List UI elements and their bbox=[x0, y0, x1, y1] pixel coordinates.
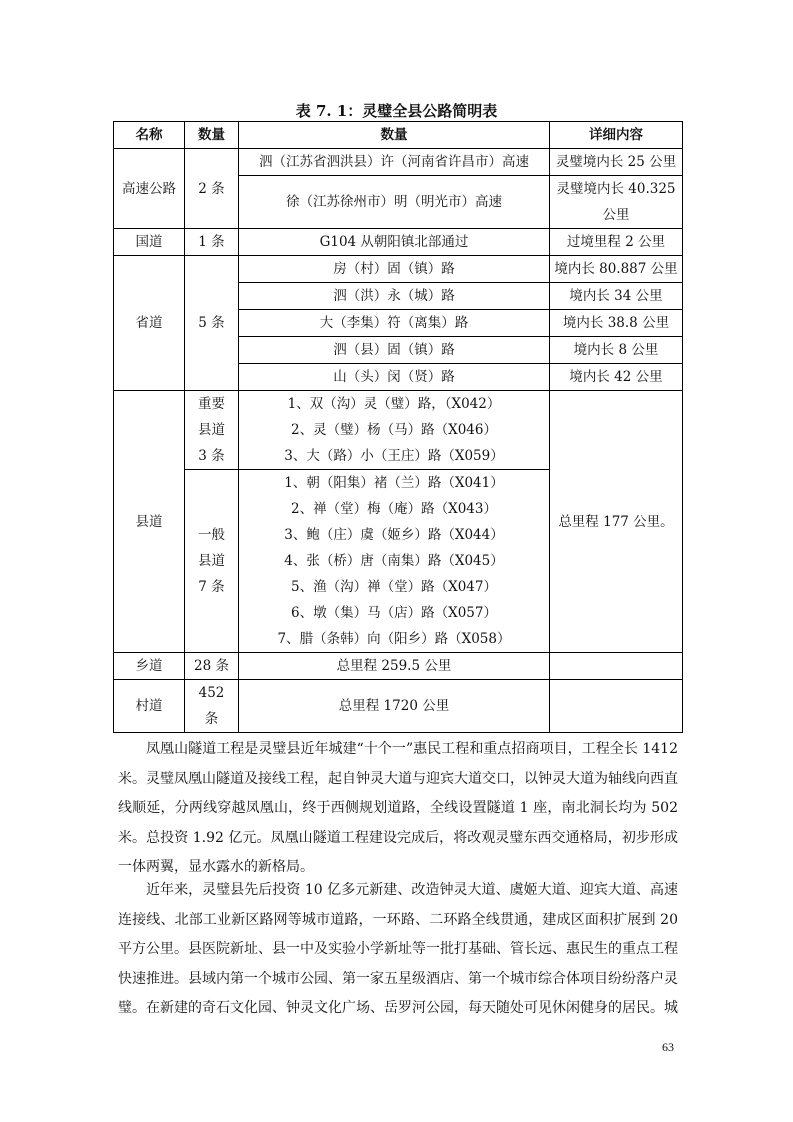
highway-count: 2 条 bbox=[185, 149, 239, 229]
route-line: 2、灵（璧）杨（马）路（X046） bbox=[291, 422, 497, 438]
village-name: 村道 bbox=[114, 680, 185, 733]
label-line: 一般 bbox=[198, 527, 225, 543]
table-caption: 表 7. 1：灵璧全县公路简明表 bbox=[295, 102, 498, 120]
table-row bbox=[114, 256, 683, 283]
provincial-detail: 境内长 8 公里 bbox=[550, 337, 683, 364]
header-detail: 详细内容 bbox=[550, 122, 683, 149]
label-line: 7 条 bbox=[198, 579, 225, 595]
route-line: 2、禅（堂）梅（庵）路（X043） bbox=[291, 501, 497, 517]
table-row bbox=[114, 680, 683, 733]
route-line: 1、双（沟）灵（璧）路，（X042） bbox=[287, 396, 501, 412]
national-route: G104 从朝阳镇北部通过 bbox=[239, 229, 550, 256]
table-row bbox=[114, 229, 683, 256]
provincial-route: 泗（县）固（镇）路 bbox=[239, 337, 550, 364]
table-row bbox=[114, 149, 683, 176]
provincial-name: 省道 bbox=[114, 256, 185, 391]
provincial-detail: 境内长 80.887 公里 bbox=[550, 256, 683, 283]
county-general-label bbox=[185, 470, 239, 653]
provincial-route: 房（村）固（镇）路 bbox=[239, 256, 550, 283]
label-line: 县道 bbox=[198, 553, 225, 569]
county-name: 县道 bbox=[114, 391, 185, 653]
township-route: 总里程 259.5 公里 bbox=[239, 653, 550, 680]
route-line: 1、朝（阳集）褚（兰）路（X041） bbox=[284, 475, 504, 491]
table-row bbox=[114, 391, 683, 470]
count-line: 452 bbox=[198, 685, 225, 701]
provincial-detail: 境内长 34 公里 bbox=[550, 283, 683, 310]
provincial-route: 泗（洪）永（城）路 bbox=[239, 283, 550, 310]
route-line: 4、张（桥）唐（南集）路（X045） bbox=[284, 553, 504, 569]
village-route: 总里程 1720 公里 bbox=[239, 680, 550, 733]
table-row bbox=[114, 653, 683, 680]
route-line: 3、鲍（庄）虞（姬乡）路（X044） bbox=[284, 527, 504, 543]
county-important-routes bbox=[239, 391, 550, 470]
route-line: 5、渔（沟）禅（堂）路（X047） bbox=[291, 579, 497, 595]
provincial-route: 大（李集）符（离集）路 bbox=[239, 310, 550, 337]
provincial-count: 5 条 bbox=[185, 256, 239, 391]
header-name: 名称 bbox=[114, 122, 185, 149]
highway-detail: 灵璧境内长 25 公里 bbox=[550, 149, 683, 176]
label-line: 3 条 bbox=[198, 448, 225, 464]
highway-detail: 灵璧境内长 40.325 公里 bbox=[550, 176, 683, 229]
national-detail: 过境里程 2 公里 bbox=[550, 229, 683, 256]
county-detail: 总里程 177 公里。 bbox=[550, 391, 683, 653]
page-number: 63 bbox=[662, 1040, 674, 1054]
route-line: 3、大（路）小（王庄）路（X059） bbox=[284, 448, 504, 464]
header-count: 数量 bbox=[185, 122, 239, 149]
count-line: 条 bbox=[204, 711, 219, 727]
village-detail bbox=[550, 680, 683, 733]
paragraph-urban-roads: 近年来，灵璧县先后投资 10 亿多元新建、改造钟灵大道、虞姬大道、迎宾大道、高速连接线、北部工业新区路网等城市道路，一环路、二环路全线贯通，建成区面积扩展到 20 平方公里。县医院新址、县一中及实验小学新址等一批打基础、管长远、惠民生的重点工程快速推进。县域内第一个城市公园、第一家五星级酒店、第一个城市综合体项目纷纷落户灵璧。在新建的奇石文化园、钟灵文化广场、岳罗河公园，每天随处可见休闲健身的居民。城 bbox=[118, 882, 678, 1016]
township-count: 28 条 bbox=[185, 653, 239, 680]
village-count bbox=[185, 680, 239, 733]
route-line: 7、腊（条韩）向（阳乡）路（X058） bbox=[277, 631, 511, 647]
provincial-detail: 境内长 38.8 公里 bbox=[550, 310, 683, 337]
county-important-label bbox=[185, 391, 239, 470]
label-line: 重要 bbox=[198, 396, 225, 412]
header-route: 数量 bbox=[239, 122, 550, 149]
national-name: 国道 bbox=[114, 229, 185, 256]
table-header-row bbox=[114, 122, 683, 149]
route-line: 6、墩（集）马（店）路（X057） bbox=[291, 605, 497, 621]
highway-name: 高速公路 bbox=[114, 149, 185, 229]
provincial-route: 山（头）闵（贤）路 bbox=[239, 364, 550, 391]
label-line: 县道 bbox=[198, 422, 225, 438]
highway-route: 徐（江苏徐州市）明（明光市）高速 bbox=[239, 176, 550, 229]
county-general-routes bbox=[239, 470, 550, 653]
township-name: 乡道 bbox=[114, 653, 185, 680]
national-count: 1 条 bbox=[185, 229, 239, 256]
township-detail bbox=[550, 653, 683, 680]
paragraph-tunnel: 凤凰山隧道工程是灵璧县近年城建“十个一”惠民工程和重点招商项目，工程全长 1412 米。灵璧凤凰山隧道及接线工程，起自钟灵大道与迎宾大道交口，以钟灵大道为轴线向西直线顺延，分两线穿越凤凰山，终于西侧规划道路，全线设置隧道 1 座，南北洞长均为 502 米。总投资 1.92 亿元。凤凰山隧道工程建设完成后，将改观灵璧东西交通格局，初步形成一体两翼，显水露水的新格局。 bbox=[118, 741, 678, 875]
provincial-detail: 境内长 42 公里 bbox=[550, 364, 683, 391]
road-summary-table bbox=[113, 121, 683, 733]
highway-route: 泗（江苏省泗洪县）许（河南省许昌市）高速 bbox=[239, 149, 550, 176]
